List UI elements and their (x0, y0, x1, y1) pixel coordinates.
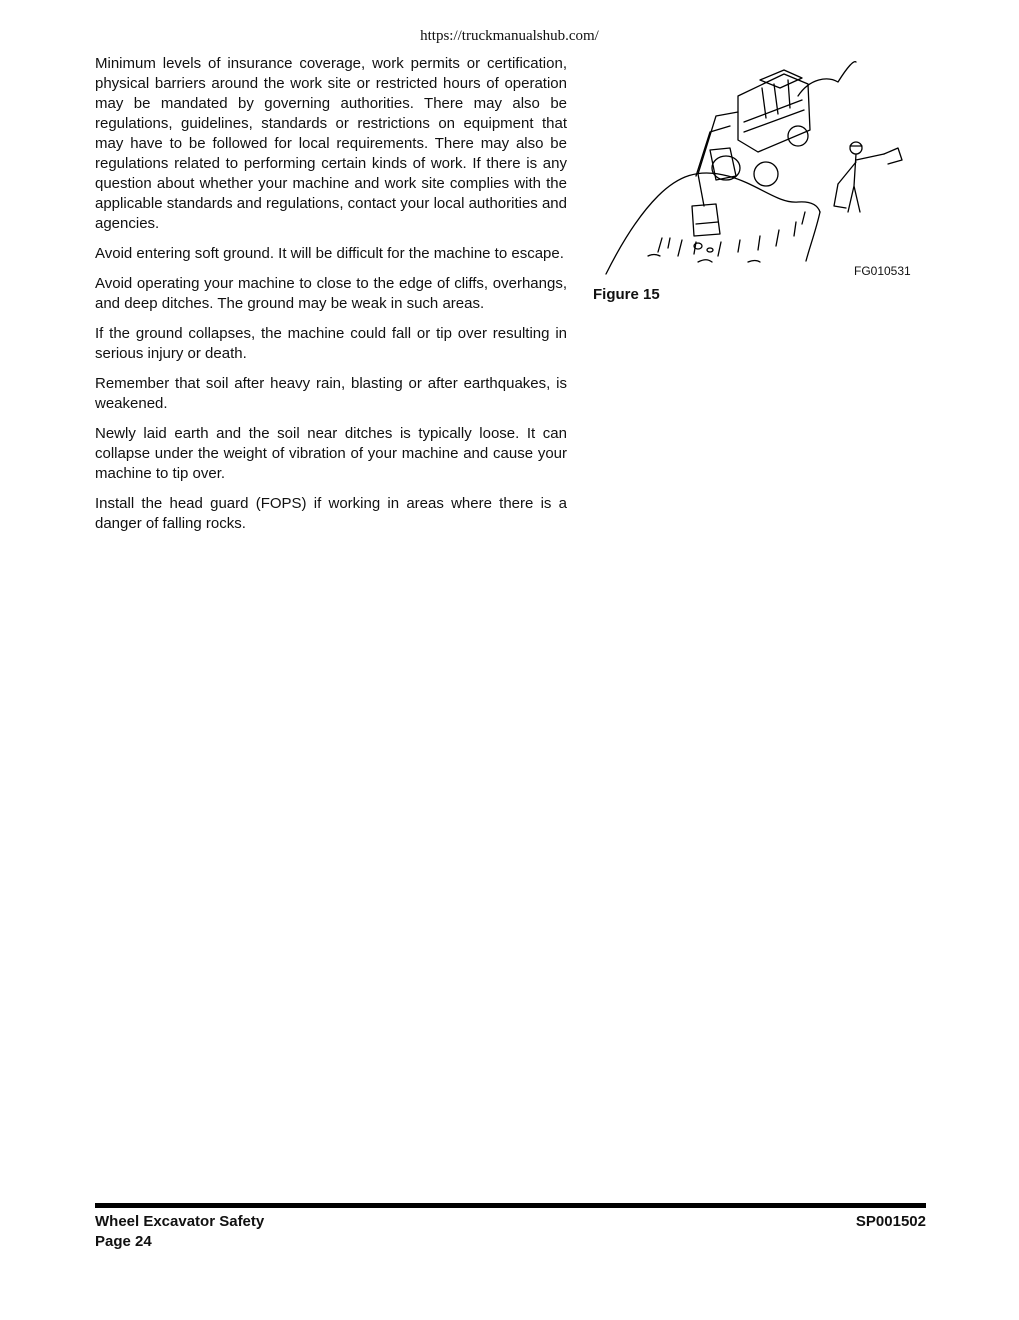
footer-divider (95, 1203, 926, 1208)
paragraph-cliff-edges: Avoid operating your machine to close to the edge of cliffs, overhangs, and deep ditches. The ground may be weak in such areas. (95, 275, 567, 312)
document-code: SP001502 (855, 1213, 926, 1230)
body-text (95, 54, 567, 544)
source-url: https://truckmanualshub.com/ (420, 28, 599, 44)
page-number: Page 24 (95, 1233, 152, 1250)
footer-title: Wheel Excavator Safety (95, 1213, 265, 1230)
figure-caption: Figure 15 (593, 286, 660, 303)
paragraph-regulations: Minimum levels of insurance coverage, work permits or certification, physical barriers around the work site or restricted hours of operation may be mandated by governing authorities. There may also be regulations, guidelines, standards or restrictions on equipment that may have to be followed for local requirements. There may also be regulations related to performing certain kinds of work. If there is any question about whether your machine and work site complies with the applicable standards and regulations, contact your local authorities and agencies. (95, 55, 567, 232)
paragraph-head-guard: Install the head guard (FOPS) if working in areas where there is a danger of falling rocks. (95, 495, 567, 532)
excavator-cliff-illustration (598, 56, 928, 284)
figure-id: FG010531 (854, 264, 911, 278)
footer-left (95, 1212, 264, 1252)
paragraph-ground-collapse: If the ground collapses, the machine could fall or tip over resulting in serious injury or death. (95, 325, 567, 362)
paragraph-soft-ground: Avoid entering soft ground. It will be difficult for the machine to escape. (95, 245, 564, 262)
paragraph-weakened-soil: Remember that soil after heavy rain, blasting or after earthquakes, is weakened. (95, 375, 567, 412)
paragraph-loose-earth: Newly laid earth and the soil near ditches is typically loose. It can collapse under the weight of vibration of your machine and cause your machine to tip over. (95, 425, 567, 482)
